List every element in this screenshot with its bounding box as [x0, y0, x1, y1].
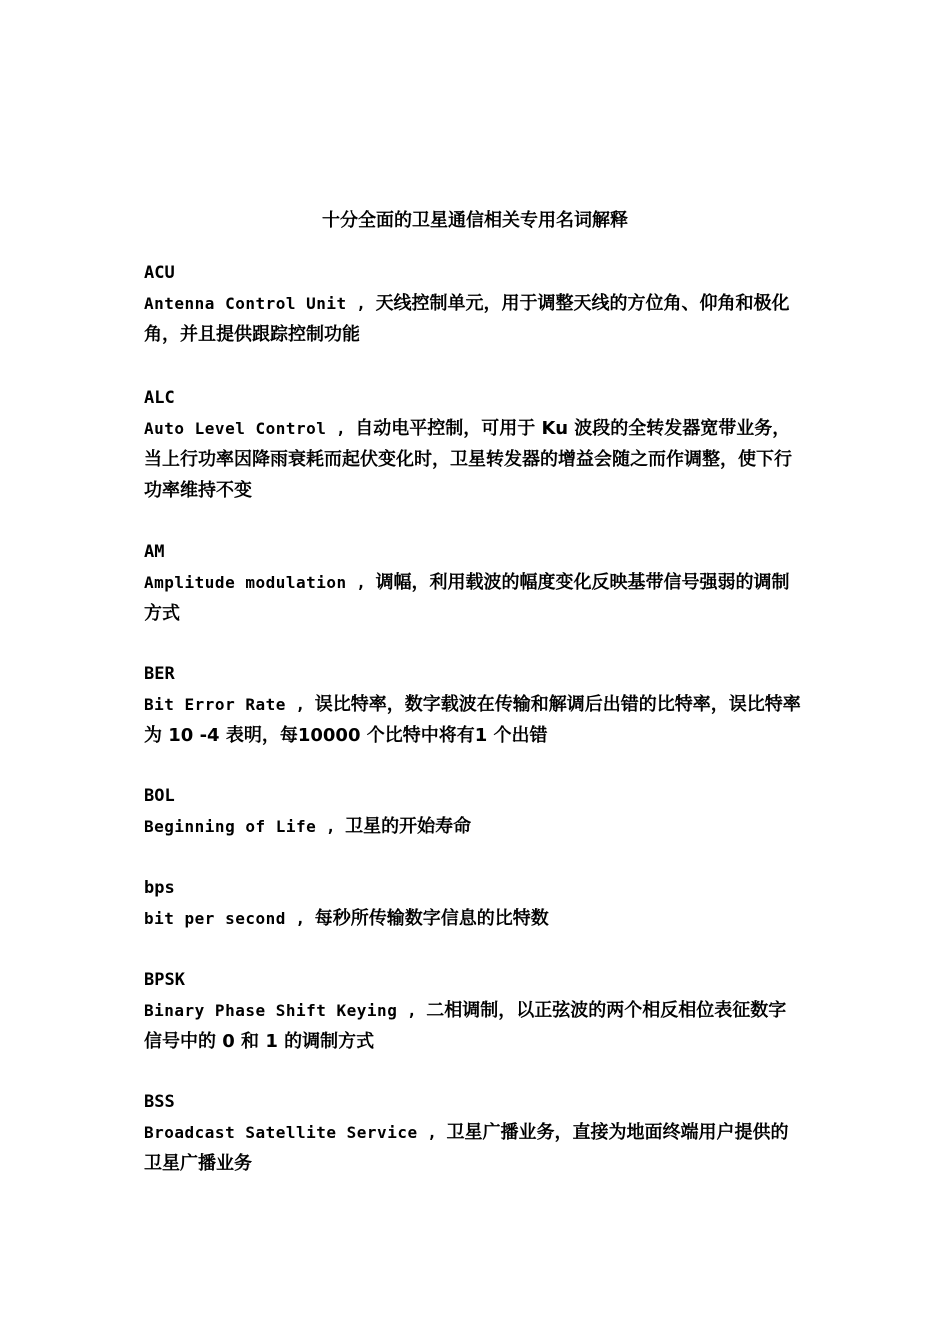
entry-chinese-definition: 调幅，利用载波的幅度变化反映基带信号强弱的调制方式: [144, 572, 790, 624]
entry-separator: ,: [316, 817, 346, 836]
entry-english-name: Binary Phase Shift Keying: [144, 1001, 398, 1020]
entry-separator: ,: [285, 695, 315, 714]
entry-definition: [144, 811, 804, 842]
entry-chinese-definition: 二相调制，以正弦波的两个相反相位表征数字信号中的 0 和 1 的调制方式: [144, 1000, 787, 1052]
entry-separator: ,: [285, 909, 315, 928]
entry-separator: ,: [417, 1123, 447, 1142]
glossary-entry: [144, 781, 804, 873]
entry-separator: ,: [346, 294, 376, 313]
entry-chinese-definition: 卫星的开始寿命: [345, 816, 472, 837]
entry-term: BSS: [144, 1092, 175, 1112]
entry-definition: [144, 567, 804, 629]
glossary-entry: [144, 258, 804, 383]
entry-term: bps: [144, 878, 175, 898]
glossary-entry: [144, 873, 804, 965]
entry-english-name: Broadcast Satellite Service: [144, 1123, 418, 1142]
entry-definition: [144, 413, 804, 506]
glossary-entry: [144, 965, 804, 1087]
entry-chinese-definition: 每秒所传输数字信息的比特数: [314, 908, 549, 929]
entry-term: BOL: [144, 786, 175, 806]
entry-definition: [144, 903, 804, 934]
entry-english-name: Beginning of Life: [144, 817, 317, 836]
glossary-entry: [144, 537, 804, 659]
entry-chinese-definition: 卫星广播业务，直接为地面终端用户提供的卫星广播业务: [144, 1122, 789, 1174]
document-title: 十分全面的卫星通信相关专用名词解释: [322, 210, 628, 231]
entry-term: ALC: [144, 388, 175, 408]
entry-english-name: Antenna Control Unit: [144, 294, 347, 313]
entry-definition: [144, 995, 804, 1057]
entry-separator: ,: [326, 419, 356, 438]
entry-english-name: Amplitude modulation: [144, 573, 347, 592]
entry-chinese-definition: 误比特率，数字载波在传输和解调后出错的比特率，误比特率为 10 -4 表明，每10000 个比特中将有1 个出错: [144, 694, 801, 746]
entry-term: AM: [144, 542, 165, 562]
glossary-entry: [144, 659, 804, 781]
entry-term: BPSK: [144, 970, 185, 990]
entry-english-name: Bit Error Rate: [144, 695, 286, 714]
entry-separator: ,: [397, 1001, 427, 1020]
entry-separator: ,: [346, 573, 376, 592]
entry-english-name: Auto Level Control: [144, 419, 327, 438]
glossary-entry: [144, 383, 804, 537]
entry-definition: [144, 1117, 804, 1179]
entry-english-name: bit per second: [144, 909, 286, 928]
entry-definition: [144, 288, 804, 350]
glossary-list: [144, 258, 804, 1179]
entry-term: ACU: [144, 263, 175, 283]
entry-chinese-definition: 天线控制单元，用于调整天线的方位角、仰角和极化角，并且提供跟踪控制功能: [144, 293, 790, 345]
glossary-entry: [144, 1087, 804, 1179]
entry-definition: [144, 689, 804, 751]
entry-term: BER: [144, 664, 175, 684]
entry-chinese-definition: 自动电平控制，可用于 Ku 波段的全转发器宽带业务，当上行功率因降雨衰耗而起伏变化时，卫星转发器的增益会随之而作调整，使下行功率维持不变: [144, 418, 792, 501]
